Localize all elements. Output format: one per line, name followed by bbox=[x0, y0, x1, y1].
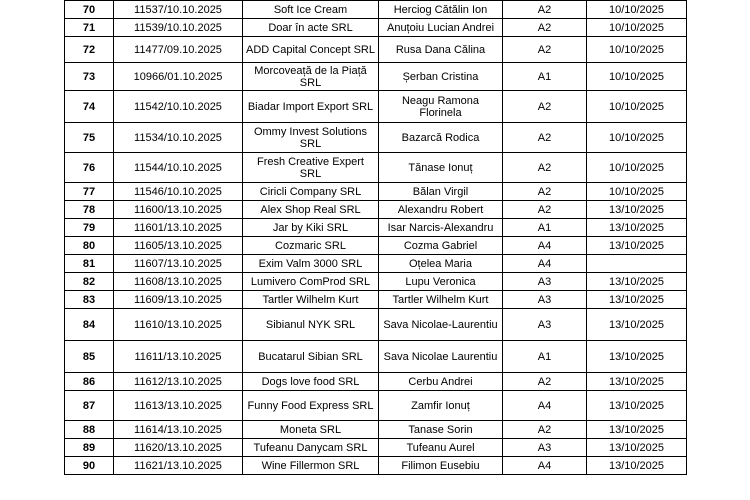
company-name-cell: Exim Valm 3000 SRL bbox=[243, 255, 379, 273]
date-cell: 13/10/2025 bbox=[587, 373, 687, 391]
row-number-cell: 80 bbox=[65, 237, 114, 255]
class-code-cell: A4 bbox=[503, 237, 587, 255]
date-cell: 10/10/2025 bbox=[587, 123, 687, 153]
registration-number-cell: 11607/13.10.2025 bbox=[114, 255, 243, 273]
representative-cell: Filimon Eusebiu bbox=[379, 457, 503, 475]
class-code-cell: A2 bbox=[503, 37, 587, 63]
class-code-cell: A1 bbox=[503, 341, 587, 373]
row-number-cell: 81 bbox=[65, 255, 114, 273]
row-number-cell: 88 bbox=[65, 421, 114, 439]
registration-number-cell: 11610/13.10.2025 bbox=[114, 309, 243, 341]
representative-cell: Cozma Gabriel bbox=[379, 237, 503, 255]
row-number-cell: 85 bbox=[65, 341, 114, 373]
row-number-cell: 86 bbox=[65, 373, 114, 391]
table-row bbox=[65, 19, 687, 37]
date-cell: 13/10/2025 bbox=[587, 291, 687, 309]
representative-cell: Rusa Dana Călina bbox=[379, 37, 503, 63]
date-cell: 10/10/2025 bbox=[587, 183, 687, 201]
company-name-cell: Lumivero ComProd SRL bbox=[243, 273, 379, 291]
row-number-cell: 74 bbox=[65, 91, 114, 123]
date-cell: 13/10/2025 bbox=[587, 219, 687, 237]
representative-cell: Bazarcă Rodica bbox=[379, 123, 503, 153]
registration-number-cell: 11544/10.10.2025 bbox=[114, 153, 243, 183]
row-number-cell: 89 bbox=[65, 439, 114, 457]
company-name-cell: Bucatarul Sibian SRL bbox=[243, 341, 379, 373]
representative-cell: Tanase Sorin bbox=[379, 421, 503, 439]
date-cell: 10/10/2025 bbox=[587, 1, 687, 19]
registration-number-cell: 11608/13.10.2025 bbox=[114, 273, 243, 291]
row-number-cell: 72 bbox=[65, 37, 114, 63]
table-row bbox=[65, 153, 687, 183]
table-row bbox=[65, 341, 687, 373]
class-code-cell: A2 bbox=[503, 183, 587, 201]
date-cell: 10/10/2025 bbox=[587, 63, 687, 91]
registration-number-cell: 11539/10.10.2025 bbox=[114, 19, 243, 37]
row-number-cell: 82 bbox=[65, 273, 114, 291]
representative-cell: Tănase Ionuț bbox=[379, 153, 503, 183]
company-name-cell: Jar by Kiki SRL bbox=[243, 219, 379, 237]
date-cell: 13/10/2025 bbox=[587, 457, 687, 475]
representative-cell: Cerbu Andrei bbox=[379, 373, 503, 391]
row-number-cell: 70 bbox=[65, 1, 114, 19]
table-row bbox=[65, 373, 687, 391]
company-name-cell: Dogs love food SRL bbox=[243, 373, 379, 391]
table-row bbox=[65, 1, 687, 19]
row-number-cell: 73 bbox=[65, 63, 114, 91]
company-name-cell: Fresh Creative Expert SRL bbox=[243, 153, 379, 183]
registration-number-cell: 11534/10.10.2025 bbox=[114, 123, 243, 153]
registration-number-cell: 11537/10.10.2025 bbox=[114, 1, 243, 19]
representative-cell: Bălan Virgil bbox=[379, 183, 503, 201]
registration-table bbox=[64, 0, 687, 475]
class-code-cell: A3 bbox=[503, 309, 587, 341]
class-code-cell: A2 bbox=[503, 201, 587, 219]
row-number-cell: 84 bbox=[65, 309, 114, 341]
table-row bbox=[65, 439, 687, 457]
table-row bbox=[65, 63, 687, 91]
class-code-cell: A2 bbox=[503, 373, 587, 391]
date-cell: 13/10/2025 bbox=[587, 273, 687, 291]
representative-cell: Zamfir Ionuț bbox=[379, 391, 503, 421]
company-name-cell: Ommy Invest Solutions SRL bbox=[243, 123, 379, 153]
class-code-cell: A3 bbox=[503, 273, 587, 291]
class-code-cell: A1 bbox=[503, 219, 587, 237]
row-number-cell: 79 bbox=[65, 219, 114, 237]
registration-number-cell: 11600/13.10.2025 bbox=[114, 201, 243, 219]
registration-number-cell: 11609/13.10.2025 bbox=[114, 291, 243, 309]
table-row bbox=[65, 255, 687, 273]
company-name-cell: Cozmaric SRL bbox=[243, 237, 379, 255]
registration-number-cell: 11613/13.10.2025 bbox=[114, 391, 243, 421]
class-code-cell: A4 bbox=[503, 255, 587, 273]
registration-number-cell: 11601/13.10.2025 bbox=[114, 219, 243, 237]
class-code-cell: A4 bbox=[503, 457, 587, 475]
class-code-cell: A2 bbox=[503, 153, 587, 183]
class-code-cell: A2 bbox=[503, 19, 587, 37]
company-name-cell: ADD Capital Concept SRL bbox=[243, 37, 379, 63]
class-code-cell: A4 bbox=[503, 391, 587, 421]
row-number-cell: 76 bbox=[65, 153, 114, 183]
class-code-cell: A3 bbox=[503, 439, 587, 457]
class-code-cell: A3 bbox=[503, 291, 587, 309]
register-page bbox=[64, 0, 687, 475]
representative-cell: Isar Narcis-Alexandru bbox=[379, 219, 503, 237]
date-cell: 13/10/2025 bbox=[587, 439, 687, 457]
registration-number-cell: 11611/13.10.2025 bbox=[114, 341, 243, 373]
registration-number-cell: 11612/13.10.2025 bbox=[114, 373, 243, 391]
registration-number-cell: 11614/13.10.2025 bbox=[114, 421, 243, 439]
company-name-cell: Doar în acte SRL bbox=[243, 19, 379, 37]
representative-cell: Alexandru Robert bbox=[379, 201, 503, 219]
table-row bbox=[65, 219, 687, 237]
company-name-cell: Sibianul NYK SRL bbox=[243, 309, 379, 341]
date-cell: 13/10/2025 bbox=[587, 341, 687, 373]
representative-cell: Tartler Wilhelm Kurt bbox=[379, 291, 503, 309]
company-name-cell: Alex Shop Real SRL bbox=[243, 201, 379, 219]
registration-number-cell: 11546/10.10.2025 bbox=[114, 183, 243, 201]
registration-number-cell: 11542/10.10.2025 bbox=[114, 91, 243, 123]
row-number-cell: 75 bbox=[65, 123, 114, 153]
table-row bbox=[65, 91, 687, 123]
company-name-cell: Wine Fillermon SRL bbox=[243, 457, 379, 475]
representative-cell: Lupu Veronica bbox=[379, 273, 503, 291]
company-name-cell: Tufeanu Danycam SRL bbox=[243, 439, 379, 457]
table-row bbox=[65, 309, 687, 341]
date-cell: 13/10/2025 bbox=[587, 237, 687, 255]
table-row bbox=[65, 391, 687, 421]
representative-cell: Sava Nicolae Laurentiu bbox=[379, 341, 503, 373]
table-row bbox=[65, 237, 687, 255]
company-name-cell: Funny Food Express SRL bbox=[243, 391, 379, 421]
company-name-cell: Moneta SRL bbox=[243, 421, 379, 439]
date-cell: 13/10/2025 bbox=[587, 201, 687, 219]
registration-number-cell: 10966/01.10.2025 bbox=[114, 63, 243, 91]
table-row bbox=[65, 123, 687, 153]
company-name-cell: Morcoveață de la Piață SRL bbox=[243, 63, 379, 91]
row-number-cell: 78 bbox=[65, 201, 114, 219]
table-row bbox=[65, 291, 687, 309]
table-row bbox=[65, 201, 687, 219]
class-code-cell: A2 bbox=[503, 1, 587, 19]
company-name-cell: Soft Ice Cream bbox=[243, 1, 379, 19]
date-cell: 10/10/2025 bbox=[587, 91, 687, 123]
company-name-cell: Biadar Import Export SRL bbox=[243, 91, 379, 123]
registration-number-cell: 11620/13.10.2025 bbox=[114, 439, 243, 457]
row-number-cell: 77 bbox=[65, 183, 114, 201]
representative-cell: Tufeanu Aurel bbox=[379, 439, 503, 457]
date-cell: 13/10/2025 bbox=[587, 391, 687, 421]
company-name-cell: Tartler Wilhelm Kurt bbox=[243, 291, 379, 309]
date-cell: 10/10/2025 bbox=[587, 37, 687, 63]
date-cell: 13/10/2025 bbox=[587, 421, 687, 439]
row-number-cell: 83 bbox=[65, 291, 114, 309]
class-code-cell: A2 bbox=[503, 421, 587, 439]
representative-cell: Șerban Cristina bbox=[379, 63, 503, 91]
row-number-cell: 90 bbox=[65, 457, 114, 475]
company-name-cell: Ciricli Company SRL bbox=[243, 183, 379, 201]
date-cell: 13/10/2025 bbox=[587, 309, 687, 341]
representative-cell: Neagu Ramona Florinela bbox=[379, 91, 503, 123]
date-cell: 10/10/2025 bbox=[587, 153, 687, 183]
table-row bbox=[65, 183, 687, 201]
representative-cell: Herciog Cătălin Ion bbox=[379, 1, 503, 19]
representative-cell: Oțelea Maria bbox=[379, 255, 503, 273]
registration-number-cell: 11605/13.10.2025 bbox=[114, 237, 243, 255]
registration-table-body bbox=[65, 1, 687, 475]
registration-number-cell: 11621/13.10.2025 bbox=[114, 457, 243, 475]
representative-cell: Anuțoiu Lucian Andrei bbox=[379, 19, 503, 37]
table-row bbox=[65, 37, 687, 63]
class-code-cell: A2 bbox=[503, 123, 587, 153]
registration-number-cell: 11477/09.10.2025 bbox=[114, 37, 243, 63]
class-code-cell: A1 bbox=[503, 63, 587, 91]
row-number-cell: 87 bbox=[65, 391, 114, 421]
row-number-cell: 71 bbox=[65, 19, 114, 37]
representative-cell: Sava Nicolae-Laurentiu bbox=[379, 309, 503, 341]
table-row bbox=[65, 421, 687, 439]
table-row bbox=[65, 273, 687, 291]
table-row bbox=[65, 457, 687, 475]
class-code-cell: A2 bbox=[503, 91, 587, 123]
date-cell: 10/10/2025 bbox=[587, 19, 687, 37]
date-cell bbox=[587, 255, 687, 273]
